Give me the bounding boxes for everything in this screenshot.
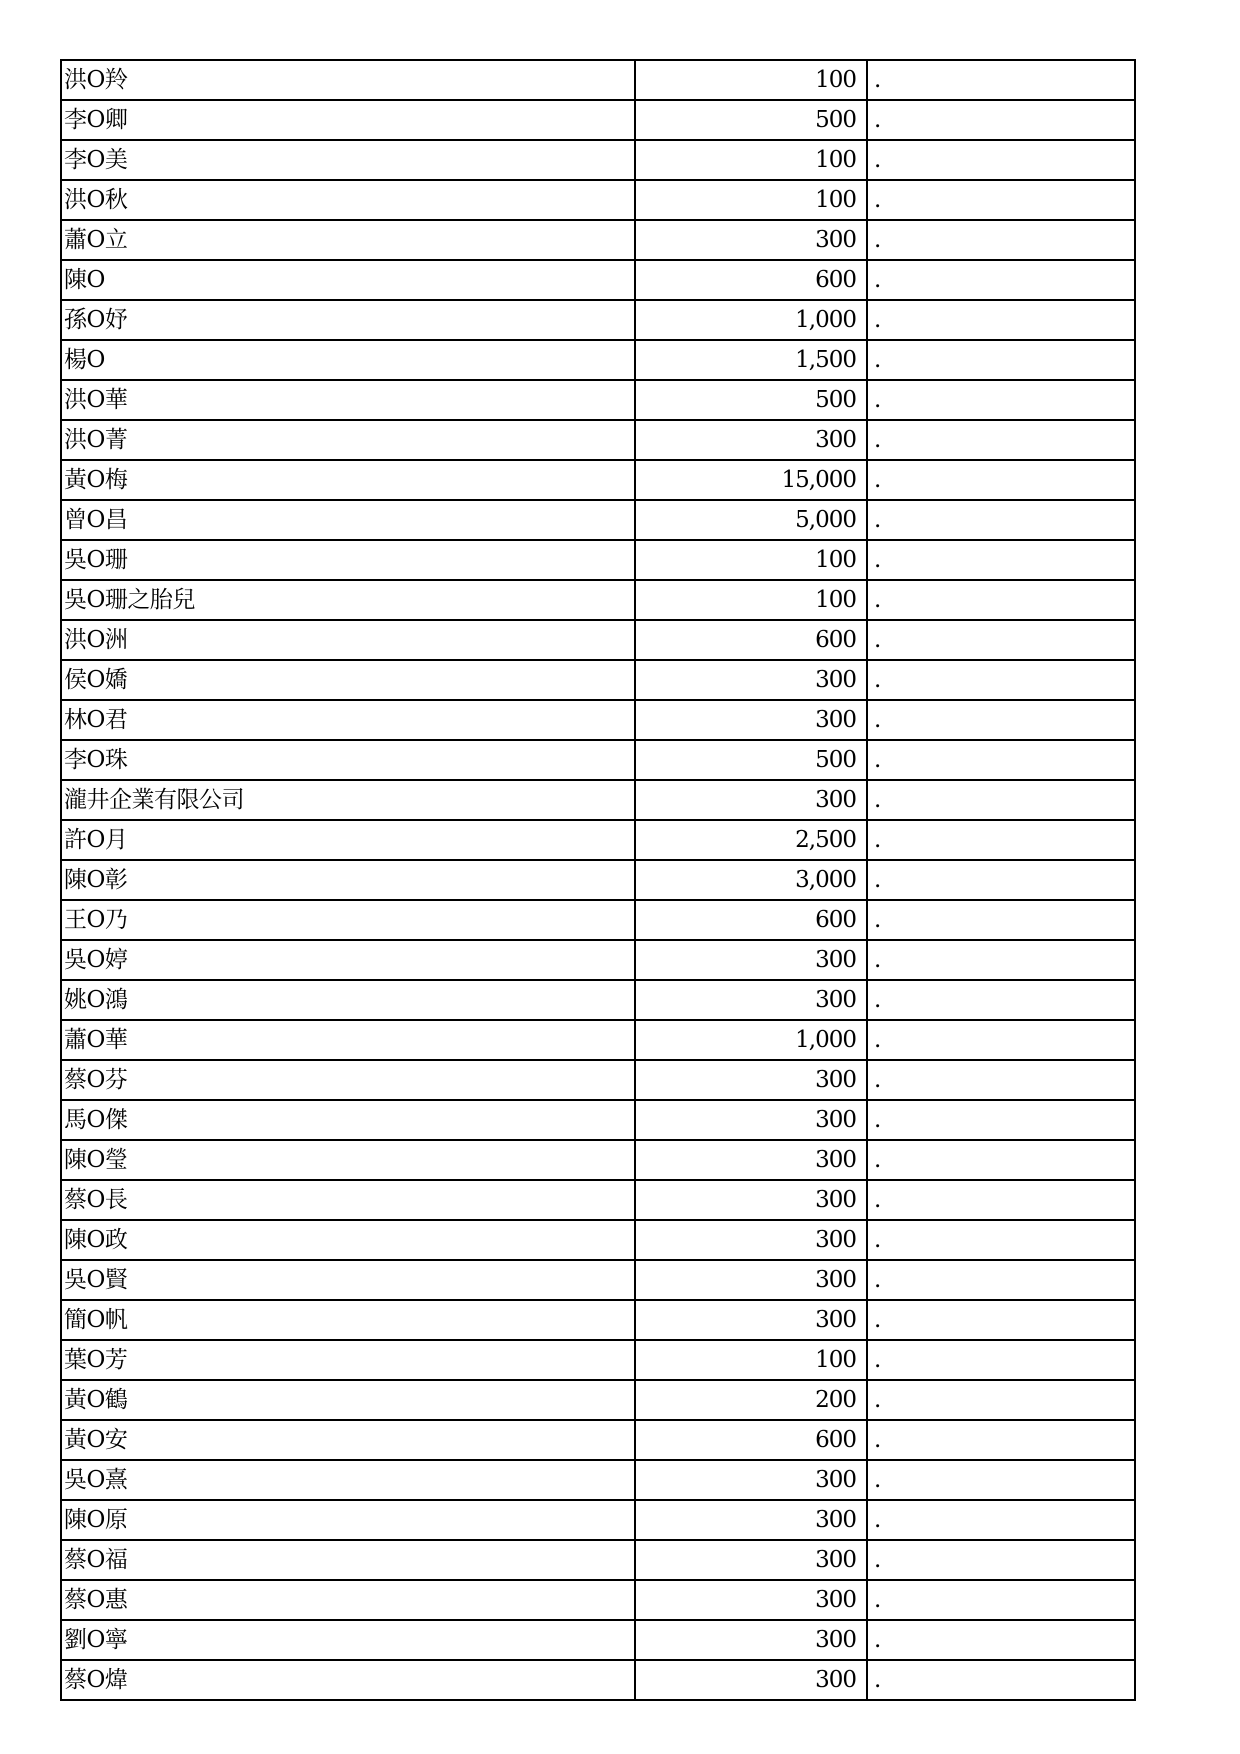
note-cell: . <box>867 220 1135 260</box>
table-row <box>61 580 1135 620</box>
note-cell: . <box>867 60 1135 100</box>
donor-name-cell: 吳O珊之胎兒 <box>61 580 635 620</box>
donor-name-cell: 簡O帆 <box>61 1300 635 1340</box>
table-row <box>61 100 1135 140</box>
amount-cell: 300 <box>635 940 867 980</box>
table-row <box>61 620 1135 660</box>
note-cell: . <box>867 380 1135 420</box>
table-row <box>61 220 1135 260</box>
donor-name-cell: 李O卿 <box>61 100 635 140</box>
table-row <box>61 980 1135 1020</box>
table-row <box>61 660 1135 700</box>
table-row <box>61 180 1135 220</box>
donor-name-cell: 陳O彰 <box>61 860 635 900</box>
donor-name-cell: 姚O鴻 <box>61 980 635 1020</box>
amount-cell: 100 <box>635 540 867 580</box>
table-row <box>61 260 1135 300</box>
table-row <box>61 1660 1135 1700</box>
donor-name-cell: 李O美 <box>61 140 635 180</box>
table-row <box>61 140 1135 180</box>
table-row <box>61 300 1135 340</box>
table-row <box>61 1060 1135 1100</box>
donor-name-cell: 葉O芳 <box>61 1340 635 1380</box>
amount-cell: 300 <box>635 1660 867 1700</box>
table-row <box>61 860 1135 900</box>
amount-cell: 300 <box>635 1180 867 1220</box>
table-row <box>61 1420 1135 1460</box>
donor-name-cell: 蕭O立 <box>61 220 635 260</box>
table-row <box>61 420 1135 460</box>
amount-cell: 500 <box>635 100 867 140</box>
donor-name-cell: 洪O羚 <box>61 60 635 100</box>
note-cell: . <box>867 820 1135 860</box>
amount-cell: 300 <box>635 700 867 740</box>
amount-cell: 300 <box>635 660 867 700</box>
note-cell: . <box>867 180 1135 220</box>
amount-cell: 100 <box>635 140 867 180</box>
amount-cell: 300 <box>635 1100 867 1140</box>
amount-cell: 300 <box>635 1620 867 1660</box>
amount-cell: 100 <box>635 60 867 100</box>
donor-name-cell: 蔡O芬 <box>61 1060 635 1100</box>
table-row <box>61 780 1135 820</box>
note-cell: . <box>867 660 1135 700</box>
donor-name-cell: 蕭O華 <box>61 1020 635 1060</box>
donor-name-cell: 洪O菁 <box>61 420 635 460</box>
donor-name-cell: 許O月 <box>61 820 635 860</box>
note-cell: . <box>867 1140 1135 1180</box>
table-row <box>61 1460 1135 1500</box>
donor-name-cell: 洪O華 <box>61 380 635 420</box>
note-cell: . <box>867 1340 1135 1380</box>
note-cell: . <box>867 620 1135 660</box>
amount-cell: 600 <box>635 620 867 660</box>
donor-name-cell: 黃O安 <box>61 1420 635 1460</box>
amount-cell: 300 <box>635 780 867 820</box>
amount-cell: 300 <box>635 1260 867 1300</box>
table-row <box>61 1140 1135 1180</box>
amount-cell: 300 <box>635 1460 867 1500</box>
amount-cell: 600 <box>635 900 867 940</box>
table-row <box>61 1340 1135 1380</box>
donor-name-cell: 侯O嬌 <box>61 660 635 700</box>
amount-cell: 300 <box>635 420 867 460</box>
table-row <box>61 1540 1135 1580</box>
amount-cell: 300 <box>635 1580 867 1620</box>
note-cell: . <box>867 540 1135 580</box>
donor-name-cell: 吳O婷 <box>61 940 635 980</box>
table-row <box>61 60 1135 100</box>
note-cell: . <box>867 1660 1135 1700</box>
note-cell: . <box>867 1260 1135 1300</box>
amount-cell: 200 <box>635 1380 867 1420</box>
donor-name-cell: 瀧井企業有限公司 <box>61 780 635 820</box>
donor-name-cell: 洪O洲 <box>61 620 635 660</box>
donation-table <box>60 59 1136 1701</box>
amount-cell: 300 <box>635 1540 867 1580</box>
amount-cell: 15,000 <box>635 460 867 500</box>
note-cell: . <box>867 1620 1135 1660</box>
donor-name-cell: 陳O <box>61 260 635 300</box>
note-cell: . <box>867 260 1135 300</box>
note-cell: . <box>867 1380 1135 1420</box>
table-row <box>61 1500 1135 1540</box>
note-cell: . <box>867 1540 1135 1580</box>
note-cell: . <box>867 340 1135 380</box>
note-cell: . <box>867 1060 1135 1100</box>
amount-cell: 300 <box>635 1300 867 1340</box>
donor-name-cell: 劉O寧 <box>61 1620 635 1660</box>
donor-name-cell: 王O乃 <box>61 900 635 940</box>
table-row <box>61 700 1135 740</box>
note-cell: . <box>867 1180 1135 1220</box>
note-cell: . <box>867 700 1135 740</box>
table-row <box>61 500 1135 540</box>
donor-name-cell: 蔡O煒 <box>61 1660 635 1700</box>
donor-name-cell: 黃O鶴 <box>61 1380 635 1420</box>
note-cell: . <box>867 1100 1135 1140</box>
note-cell: . <box>867 1020 1135 1060</box>
amount-cell: 3,000 <box>635 860 867 900</box>
table-row <box>61 1220 1135 1260</box>
note-cell: . <box>867 1420 1135 1460</box>
amount-cell: 2,500 <box>635 820 867 860</box>
note-cell: . <box>867 100 1135 140</box>
amount-cell: 500 <box>635 740 867 780</box>
note-cell: . <box>867 300 1135 340</box>
donor-name-cell: 陳O原 <box>61 1500 635 1540</box>
amount-cell: 600 <box>635 1420 867 1460</box>
table-row <box>61 540 1135 580</box>
table-row <box>61 1180 1135 1220</box>
table-row <box>61 1260 1135 1300</box>
note-cell: . <box>867 740 1135 780</box>
table-row <box>61 380 1135 420</box>
note-cell: . <box>867 1580 1135 1620</box>
amount-cell: 1,000 <box>635 1020 867 1060</box>
amount-cell: 300 <box>635 1140 867 1180</box>
donor-name-cell: 蔡O福 <box>61 1540 635 1580</box>
amount-cell: 100 <box>635 180 867 220</box>
note-cell: . <box>867 460 1135 500</box>
donor-name-cell: 林O君 <box>61 700 635 740</box>
donor-name-cell: 吳O珊 <box>61 540 635 580</box>
table-row <box>61 1020 1135 1060</box>
amount-cell: 1,500 <box>635 340 867 380</box>
donor-name-cell: 洪O秋 <box>61 180 635 220</box>
donor-name-cell: 吳O熹 <box>61 1460 635 1500</box>
table-row <box>61 1100 1135 1140</box>
amount-cell: 300 <box>635 1220 867 1260</box>
donor-name-cell: 孫O妤 <box>61 300 635 340</box>
table-row <box>61 740 1135 780</box>
table-row <box>61 1380 1135 1420</box>
amount-cell: 500 <box>635 380 867 420</box>
amount-cell: 5,000 <box>635 500 867 540</box>
donor-name-cell: 陳O政 <box>61 1220 635 1260</box>
table-row <box>61 1300 1135 1340</box>
amount-cell: 300 <box>635 1500 867 1540</box>
note-cell: . <box>867 420 1135 460</box>
amount-cell: 300 <box>635 980 867 1020</box>
donor-name-cell: 馬O傑 <box>61 1100 635 1140</box>
amount-cell: 100 <box>635 1340 867 1380</box>
note-cell: . <box>867 1460 1135 1500</box>
table-row <box>61 460 1135 500</box>
note-cell: . <box>867 1300 1135 1340</box>
note-cell: . <box>867 500 1135 540</box>
amount-cell: 300 <box>635 1060 867 1100</box>
note-cell: . <box>867 980 1135 1020</box>
donor-name-cell: 吳O賢 <box>61 1260 635 1300</box>
table-body <box>61 60 1135 1700</box>
amount-cell: 1,000 <box>635 300 867 340</box>
note-cell: . <box>867 900 1135 940</box>
table-row <box>61 820 1135 860</box>
donor-name-cell: 曾O昌 <box>61 500 635 540</box>
table-row <box>61 1620 1135 1660</box>
note-cell: . <box>867 1500 1135 1540</box>
donor-name-cell: 李O珠 <box>61 740 635 780</box>
amount-cell: 300 <box>635 220 867 260</box>
note-cell: . <box>867 140 1135 180</box>
table-row <box>61 340 1135 380</box>
donor-name-cell: 蔡O惠 <box>61 1580 635 1620</box>
amount-cell: 100 <box>635 580 867 620</box>
note-cell: . <box>867 780 1135 820</box>
donor-name-cell: 蔡O長 <box>61 1180 635 1220</box>
table-row <box>61 1580 1135 1620</box>
note-cell: . <box>867 1220 1135 1260</box>
note-cell: . <box>867 580 1135 620</box>
note-cell: . <box>867 860 1135 900</box>
amount-cell: 600 <box>635 260 867 300</box>
donor-name-cell: 陳O瑩 <box>61 1140 635 1180</box>
table-row <box>61 900 1135 940</box>
donor-name-cell: 黃O梅 <box>61 460 635 500</box>
donor-name-cell: 楊O <box>61 340 635 380</box>
table-row <box>61 940 1135 980</box>
note-cell: . <box>867 940 1135 980</box>
